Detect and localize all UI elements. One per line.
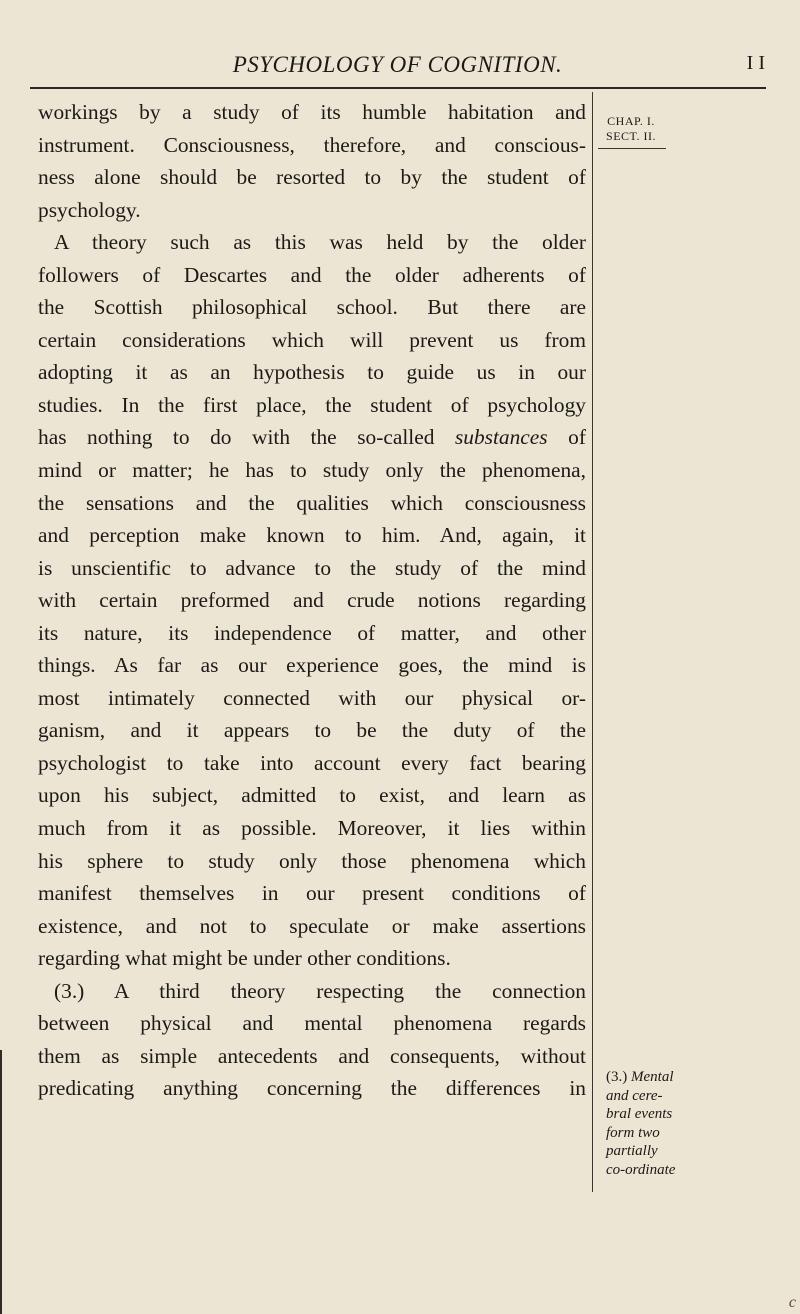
page-header bbox=[30, 48, 765, 78]
text-line: and perception make known to him. And, again, it bbox=[38, 523, 586, 548]
note-text: form two bbox=[606, 1124, 660, 1141]
text-line: certain considerations which will prevent us from bbox=[38, 327, 586, 352]
text-line: between physical and mental phenomena regards bbox=[38, 1011, 586, 1036]
body-text bbox=[38, 96, 586, 1105]
text-line: the Scottish philosophical school. But there are bbox=[38, 295, 586, 320]
text-line: followers of Descartes and the older adherents of bbox=[38, 262, 586, 287]
text-line: the sensations and the qualities which consciousness bbox=[38, 490, 586, 515]
text-line: psychologist to take into account every fact bearing bbox=[38, 750, 586, 775]
text-line: ness alone should be resorted to by the student of bbox=[38, 165, 586, 190]
text-line bbox=[38, 421, 586, 454]
corner-mark: c bbox=[788, 1294, 796, 1311]
text-line: workings by a study of its humble habitation and bbox=[38, 100, 586, 124]
note-number: (3.) bbox=[606, 1069, 628, 1085]
italic-term: substances bbox=[454, 425, 548, 450]
text-line: most intimately connected with our physical or- bbox=[38, 685, 586, 710]
text-line: manifest themselves in our present conditions of bbox=[38, 881, 586, 906]
page-edge-shadow bbox=[0, 1050, 2, 1314]
margin-note bbox=[606, 1068, 716, 1179]
text-line: adopting it as an hypothesis to guide us in our bbox=[38, 360, 586, 385]
text-line: (3.) A third theory respecting the connection bbox=[54, 978, 586, 1003]
text-line: predicating anything concerning the differences in bbox=[38, 1076, 586, 1101]
text-line: studies. In the first place, the student of psychology bbox=[38, 392, 586, 417]
text-line: A theory such as this was held by the older bbox=[54, 230, 586, 255]
header-rule bbox=[30, 87, 766, 89]
chapter-section-label bbox=[596, 114, 666, 144]
text-line: much from it as possible. Moreover, it lies within bbox=[38, 816, 586, 841]
text-line: them as simple antecedents and consequents, without bbox=[38, 1043, 586, 1068]
note-text: and cere- bbox=[606, 1087, 663, 1104]
running-title: PSYCHOLOGY OF COGNITION. bbox=[232, 52, 563, 77]
text-line: its nature, its independence of matter, and other bbox=[38, 620, 586, 645]
text-line: his sphere to study only those phenomena which bbox=[38, 848, 586, 873]
text-fragment: of bbox=[568, 425, 586, 450]
text-line: instrument. Consciousness, therefore, and conscious- bbox=[38, 132, 586, 157]
text-line: things. As far as our experience goes, the mind is bbox=[38, 653, 586, 678]
text-line: existence, and not to speculate or make assertions bbox=[38, 913, 586, 938]
margin-divider bbox=[592, 92, 593, 1192]
margin-rule bbox=[598, 148, 666, 149]
text-line: is unscientific to advance to the study of the mind bbox=[38, 555, 586, 580]
note-text: partially bbox=[606, 1143, 658, 1159]
note-text: bral events bbox=[606, 1106, 673, 1122]
text-line: regarding what might be under other conditions. bbox=[38, 946, 451, 971]
chapter-label: CHAP. I. bbox=[607, 114, 655, 128]
text-fragment: has nothing to do with the so-called bbox=[38, 425, 435, 450]
section-label: SECT. II. bbox=[606, 129, 656, 143]
text-line: mind or matter; he has to study only the phenomena, bbox=[38, 458, 586, 483]
text-line: with certain preformed and crude notions regarding bbox=[38, 588, 586, 613]
text-line: upon his subject, admitted to exist, and learn as bbox=[38, 783, 586, 808]
page-number: I I bbox=[746, 52, 765, 74]
text-line: psychology. bbox=[38, 197, 141, 222]
note-text: co-ordinate bbox=[606, 1161, 676, 1178]
note-text: Mental bbox=[631, 1069, 674, 1085]
text-line: ganism, and it appears to be the duty of the bbox=[38, 718, 586, 743]
